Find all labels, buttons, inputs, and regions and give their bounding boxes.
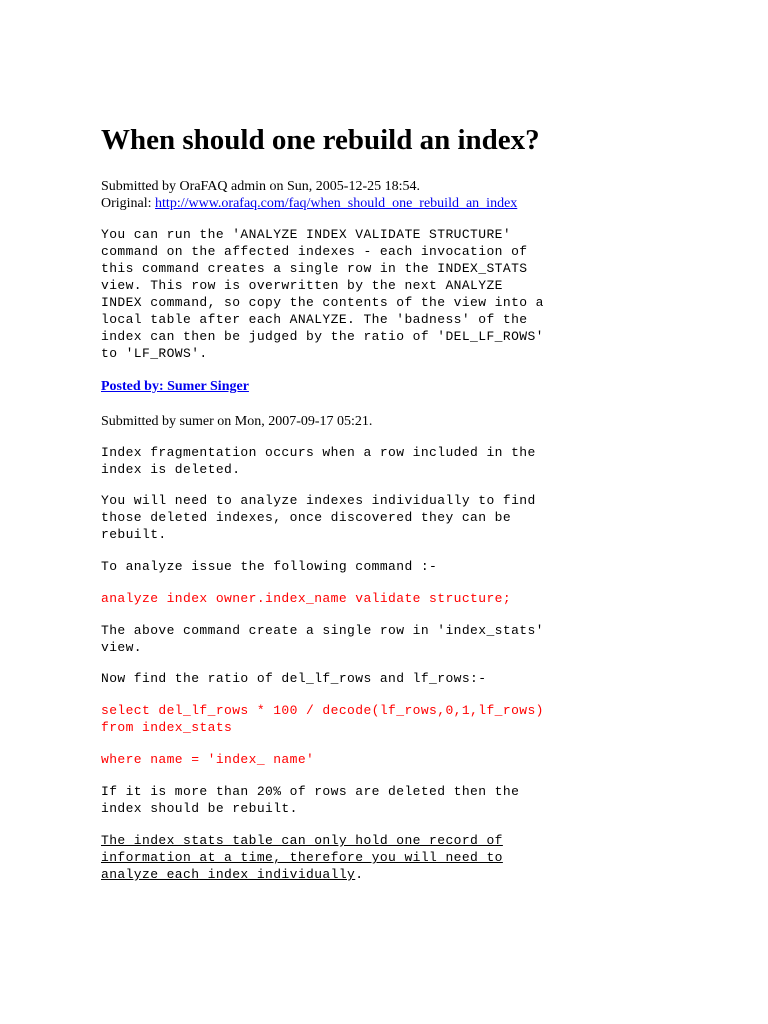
comment-paragraph-1: Index fragmentation occurs when a row included in the index is deleted. <box>101 445 536 477</box>
original-label: Original: <box>101 196 156 211</box>
article-original-line <box>101 195 517 212</box>
underlined-note: The index stats table can only hold one record of information at a time, therefore you will need to analyze each index individually <box>101 833 503 882</box>
comment-paragraph-7 <box>101 832 503 883</box>
code-where-clause: where name = 'index_ name' <box>101 752 315 767</box>
article-body: You can run the 'ANALYZE INDEX VALIDATE STRUCTURE' command on the affected indexes - each invocation of this command creates a single row in the INDEX_STATS view. This row is overwritten by the next ANALYZE INDEX command, so copy the contents of the view into a local table after each ANALYZE. The 'badness' of the index can then be judged by the ratio of 'DEL_LF_ROWS' to 'LF_ROWS'. <box>101 227 544 361</box>
comment-paragraph-2: You will need to analyze indexes individually to find those deleted indexes, once discovered they can be rebuilt. <box>101 493 536 542</box>
page-title: When should one rebuild an index? <box>101 124 540 156</box>
note-period: . <box>355 867 364 882</box>
posted-by-link[interactable]: Posted by: Sumer Singer <box>101 379 249 394</box>
comment-paragraph-3: To analyze issue the following command :- <box>101 559 438 574</box>
code-analyze-command: analyze index owner.index_name validate structure; <box>101 591 512 606</box>
comment-paragraph-5: Now find the ratio of del_lf_rows and lf_rows:- <box>101 671 487 686</box>
code-select-query: select del_lf_rows * 100 / decode(lf_rows,0,1,lf_rows) from index_stats <box>101 703 544 735</box>
article-submitted-line: Submitted by OraFAQ admin on Sun, 2005-12-25 18:54. <box>101 179 421 194</box>
original-link[interactable]: http://www.orafaq.com/faq/when_should_one_rebuild_an_index <box>155 196 518 211</box>
comment-submitted-line: Submitted by sumer on Mon, 2007-09-17 05:21. <box>101 414 373 429</box>
comment-paragraph-4: The above command create a single row in 'index_stats' view. <box>101 623 544 655</box>
comment-paragraph-6: If it is more than 20% of rows are deleted then the index should be rebuilt. <box>101 784 520 816</box>
